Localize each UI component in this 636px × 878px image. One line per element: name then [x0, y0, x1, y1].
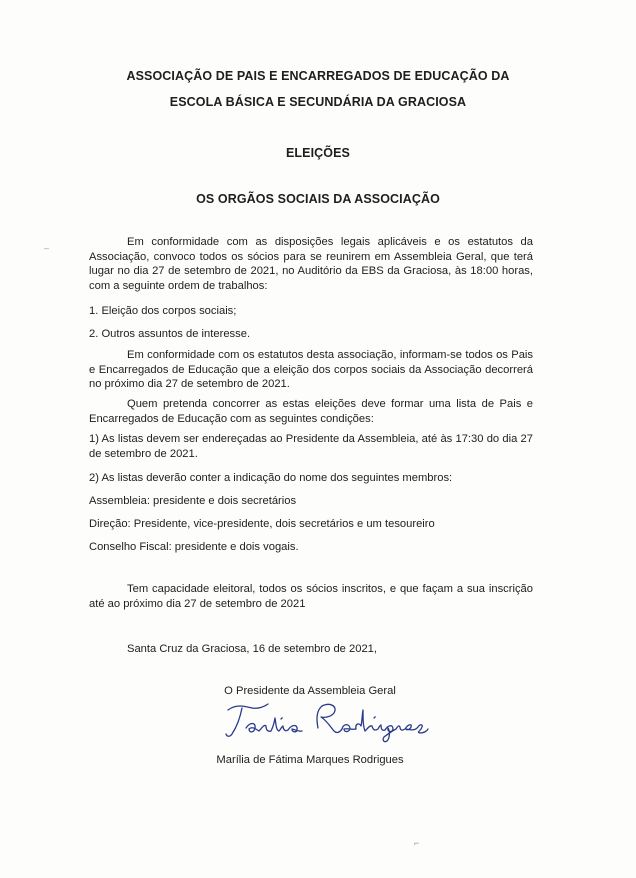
header-line-2: ESCOLA BÁSICA E SECUNDÁRIA DA GRACIOSA: [169, 95, 467, 109]
header-line-1: ASSOCIAÇÃO DE PAIS E ENCARREGADOS DE EDUCAÇÃO DA: [126, 69, 510, 83]
document-subtitle: OS ORGÃOS SOCIAIS DA ASSOCIAÇÃO: [196, 192, 440, 206]
signatory-role: O Presidente da Assembleia Geral: [224, 685, 396, 697]
agenda-item-1: 1. Eleição dos corpos sociais;: [89, 305, 237, 317]
scan-mark-bottom: ⌐: [414, 838, 420, 848]
paragraph-candidacy: Quem pretenda concorrer as estas eleições deve formar uma lista de Pais e Encarregados de Educação com as seguintes condições:: [89, 398, 533, 425]
document-title: ELEIÇÕES: [285, 146, 350, 160]
signatory-name: Marília de Fátima Marques Rodrigues: [216, 754, 404, 766]
paragraph-eligibility: Tem capacidade eleitoral, todos os sócios inscritos, e que façam a sua inscrição até ao próximo dia 27 de setembro de 2021: [89, 583, 533, 610]
paragraph-election-info: Em conformidade com os estatutos desta associação, informam-se todos os Pais e Encarregados de Educação que a eleição dos corpos sociais da Associação decorrerá no próximo dia 27 de setembro de 2021.: [89, 349, 533, 391]
paragraph-convocation: Em conformidade com as disposições legais aplicáveis e os estatutos da Associação, convoco todos os sócios para se reunirem em Assembleia Geral, que terá lugar no dia 27 de setembro de 2021, no Auditório da EBS da Graciosa, às 18:00 horas, com a seguinte ordem de trabalhos:: [89, 236, 533, 292]
handwritten-signature: [222, 698, 432, 744]
member-assembleia: Assembleia: presidente e dois secretários: [89, 495, 297, 507]
member-direcao: Direção: Presidente, vice-presidente, dois secretários e um tesoureiro: [89, 518, 435, 530]
agenda-item-2: 2. Outros assuntos de interesse.: [89, 328, 251, 340]
condition-1: 1) As listas devem ser endereçadas ao Presidente da Assembleia, até às 17:30 do dia 27 de setembro de 2021.: [89, 433, 533, 460]
place-date: Santa Cruz da Graciosa, 16 de setembro de 2021,: [127, 643, 378, 655]
condition-2: 2) As listas deverão conter a indicação do nome dos seguintes membros:: [89, 472, 453, 484]
scan-mark-left: –: [44, 243, 50, 253]
member-conselho-fiscal: Conselho Fiscal: presidente e dois vogais.: [89, 541, 299, 553]
